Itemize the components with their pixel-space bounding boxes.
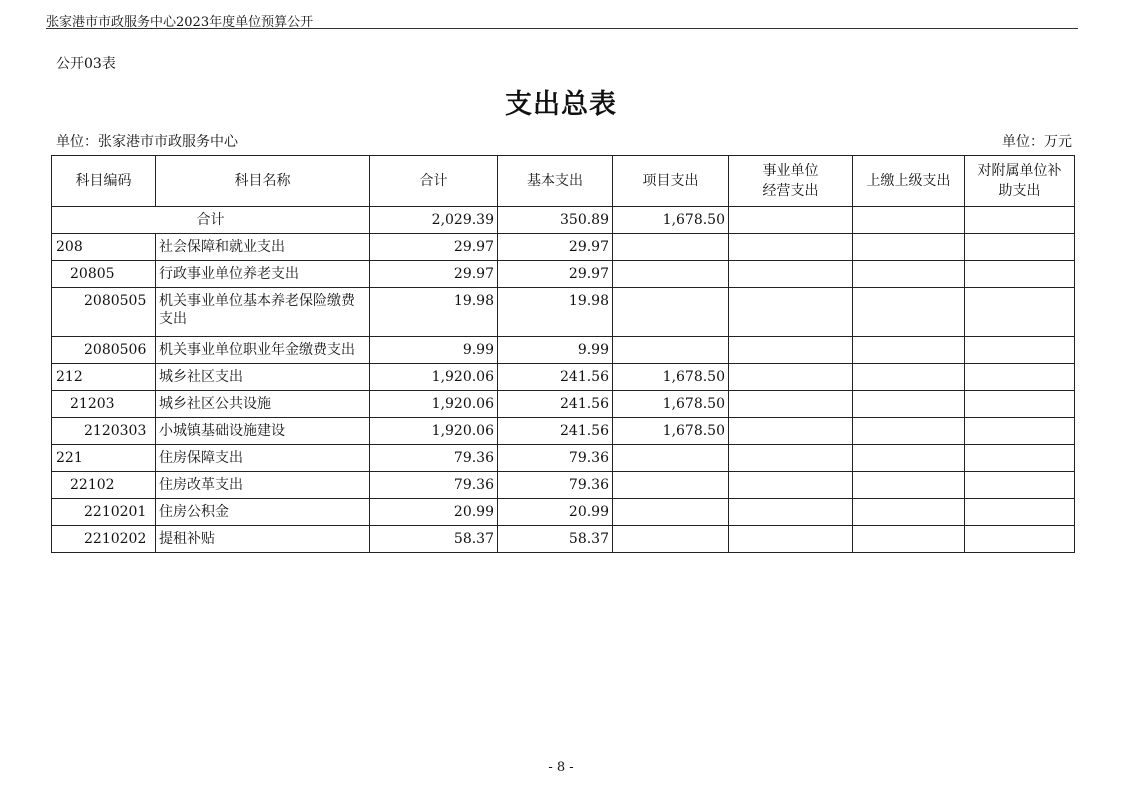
table-row [52,337,1075,364]
document-title: 支出总表 [505,89,617,120]
row-project [613,445,729,472]
col-header-subsidy-line2: 助支出 [998,183,1041,199]
row-code: 21203 [52,391,156,418]
row-code: 20805 [52,261,156,288]
row-project [613,499,729,526]
row-project [613,472,729,499]
row-project [613,261,729,288]
col-header-subsidy-line1: 对附属单位补 [977,163,1062,179]
total-subsidy [965,207,1075,234]
row-name: 城乡社区支出 [156,364,370,391]
table-row [52,364,1075,391]
row-business [729,337,853,364]
row-project [613,526,729,553]
row-name: 住房公积金 [156,499,370,526]
table-row [52,234,1075,261]
row-code: 2080505 [52,288,156,337]
row-total: 58.37 [370,526,498,553]
col-header-business [729,156,853,207]
row-subsidy [965,526,1075,553]
row-total: 9.99 [370,337,498,364]
total-label: 合计 [52,207,370,234]
row-total: 79.36 [370,472,498,499]
table-row [52,445,1075,472]
table-row [52,391,1075,418]
row-upper [853,234,965,261]
row-subsidy [965,499,1075,526]
row-project [613,288,729,337]
expenditure-table [51,155,1075,553]
row-total: 79.36 [370,445,498,472]
row-project [613,234,729,261]
row-code: 212 [52,364,156,391]
row-project: 1,678.50 [613,418,729,445]
total-amount: 2,029.39 [370,207,498,234]
row-total: 19.98 [370,288,498,337]
row-upper [853,337,965,364]
total-basic: 350.89 [498,207,613,234]
row-total: 1,920.06 [370,418,498,445]
table-row [52,418,1075,445]
col-header-business-line2: 经营支出 [762,183,819,199]
table-row [52,288,1075,337]
row-upper [853,391,965,418]
currency-unit: 单位：万元 [1002,134,1072,150]
row-upper [853,499,965,526]
col-header-total: 合计 [370,156,498,207]
row-subsidy [965,445,1075,472]
header-rule [46,28,1078,29]
row-business [729,288,853,337]
row-upper [853,364,965,391]
row-code: 22102 [52,472,156,499]
row-upper [853,418,965,445]
row-basic: 9.99 [498,337,613,364]
row-business [729,526,853,553]
row-total: 20.99 [370,499,498,526]
row-business [729,472,853,499]
col-header-project: 项目支出 [613,156,729,207]
total-business [729,207,853,234]
row-name: 城乡社区公共设施 [156,391,370,418]
row-upper [853,445,965,472]
document-header: 张家港市市政服务中心2023年度单位预算公开 [46,15,314,30]
row-total: 29.97 [370,261,498,288]
row-subsidy [965,234,1075,261]
row-basic: 241.56 [498,364,613,391]
row-basic: 58.37 [498,526,613,553]
row-code: 221 [52,445,156,472]
row-total: 29.97 [370,234,498,261]
row-project: 1,678.50 [613,364,729,391]
row-name: 住房改革支出 [156,472,370,499]
table-row [52,526,1075,553]
row-subsidy [965,391,1075,418]
row-basic: 19.98 [498,288,613,337]
row-upper [853,472,965,499]
row-business [729,418,853,445]
row-upper [853,261,965,288]
row-basic: 79.36 [498,445,613,472]
row-basic: 79.36 [498,472,613,499]
col-header-business-line1: 事业单位 [762,163,819,179]
row-code: 208 [52,234,156,261]
page-number: - 8 - [548,760,574,775]
total-upper [853,207,965,234]
row-business [729,499,853,526]
row-code: 2210201 [52,499,156,526]
row-project [613,337,729,364]
table-code: 公开03表 [56,56,116,72]
unit-name: 单位：张家港市市政服务中心 [56,134,238,150]
row-basic: 241.56 [498,418,613,445]
row-name: 机关事业单位基本养老保险缴费支出 [156,288,370,337]
row-name: 住房保障支出 [156,445,370,472]
row-name: 社会保障和就业支出 [156,234,370,261]
row-total: 1,920.06 [370,364,498,391]
row-basic: 241.56 [498,391,613,418]
row-business [729,364,853,391]
row-business [729,261,853,288]
table-row [52,261,1075,288]
row-basic: 29.97 [498,234,613,261]
col-header-upper: 上缴上级支出 [853,156,965,207]
row-name: 提租补贴 [156,526,370,553]
row-name: 行政事业单位养老支出 [156,261,370,288]
row-subsidy [965,472,1075,499]
row-code: 2210202 [52,526,156,553]
row-business [729,445,853,472]
row-code: 2080506 [52,337,156,364]
row-subsidy [965,364,1075,391]
col-header-subsidy [965,156,1075,207]
row-name: 机关事业单位职业年金缴费支出 [156,337,370,364]
row-subsidy [965,337,1075,364]
col-header-basic: 基本支出 [498,156,613,207]
table-row [52,472,1075,499]
row-name: 小城镇基础设施建设 [156,418,370,445]
row-upper [853,526,965,553]
table-header-row [52,156,1075,207]
col-header-name: 科目名称 [156,156,370,207]
total-row [52,207,1075,234]
row-business [729,391,853,418]
row-basic: 29.97 [498,261,613,288]
table-row [52,499,1075,526]
row-subsidy [965,288,1075,337]
row-basic: 20.99 [498,499,613,526]
row-code: 2120303 [52,418,156,445]
row-project: 1,678.50 [613,391,729,418]
row-total: 1,920.06 [370,391,498,418]
row-subsidy [965,261,1075,288]
row-upper [853,288,965,337]
col-header-code: 科目编码 [52,156,156,207]
row-business [729,234,853,261]
total-project: 1,678.50 [613,207,729,234]
row-subsidy [965,418,1075,445]
